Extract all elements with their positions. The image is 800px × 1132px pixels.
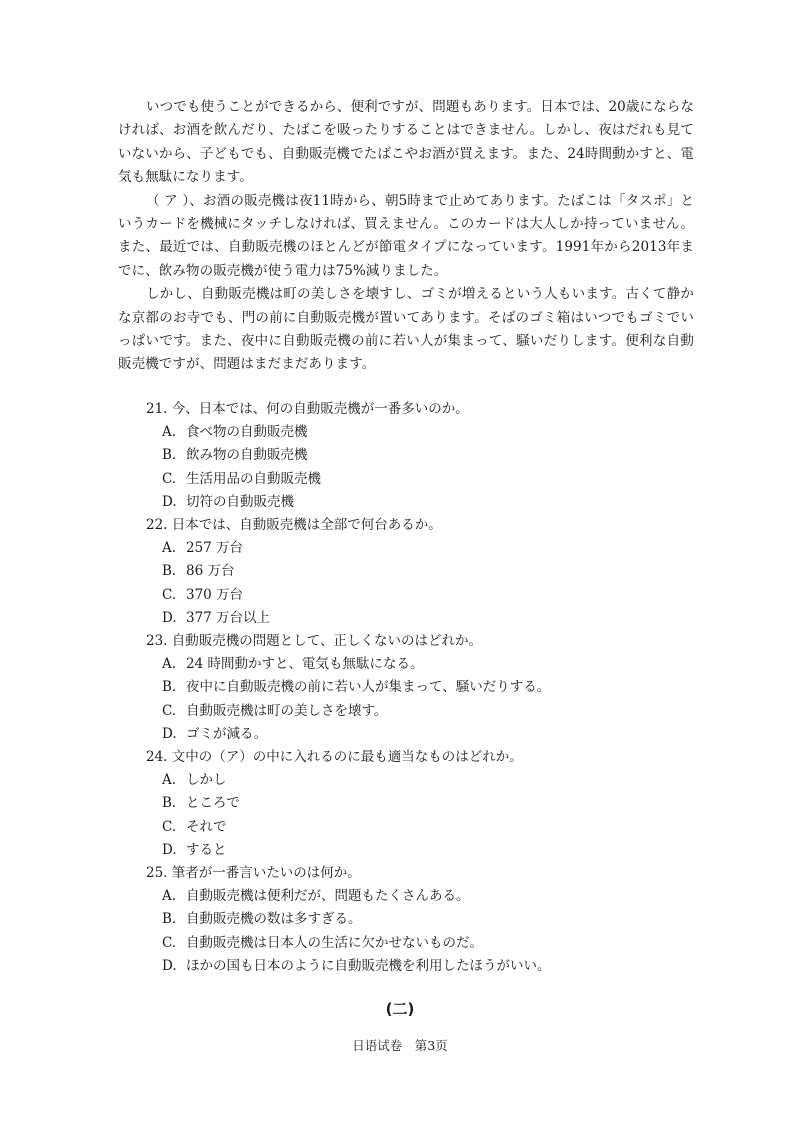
option-letter: C. <box>162 818 177 835</box>
question-stem: 24. 文中の（ア）の中に入れるのに最も適当なものはどれか。 <box>146 749 523 766</box>
option-letter: A. <box>162 424 177 441</box>
option-text: 24 時間動かすと、電気も無駄になる。 <box>186 656 424 673</box>
option-c <box>146 932 686 955</box>
option-text: 食べ物の自動販売機 <box>186 424 308 441</box>
option-text: 370 万台 <box>186 586 244 603</box>
option-letter: C. <box>162 470 177 487</box>
option-c <box>146 700 686 723</box>
section-title: (二) <box>385 1000 415 1018</box>
passage-paragraph-3: しかし、自動販売機は町の美しさを壊すし、ゴミが増えるという人もいます。古くて静かな京都のお寺でも、門の前に自動販売機が置いてあります。そばのゴミ箱はいつでもゴミでいっぱいです。また、夜中に自動販売機の前に若い人が集まって、騒いだりします。便利な自動販売機ですが、問題はまだまだあります。 <box>118 286 694 373</box>
option-letter: A. <box>162 772 177 789</box>
option-text: 夜中に自動販売機の前に若い人が集まって、騒いだりする。 <box>186 679 551 696</box>
option-text: 自動販売機の数は多すぎる。 <box>186 911 362 928</box>
option-letter: A. <box>162 656 177 673</box>
option-text: 自動販売機は便利だが、問題もたくさんある。 <box>186 888 470 905</box>
question-list <box>146 398 686 978</box>
option-text: それで <box>186 818 227 835</box>
question-22 <box>146 514 686 630</box>
passage-paragraph-1: いつでも使うことができるから、便利ですが、問題もあります。日本では、20歳にならなければ、お酒を飲んだり、たばこを吸ったりすることはできません。しかし、夜はだれも見ていないから、子どもでも、自動販売機でたばこやお酒が買えます。また、24時間動かすと、電気も無駄になります。 <box>118 99 694 186</box>
option-b <box>146 676 686 699</box>
option-c <box>146 468 686 491</box>
option-letter: B. <box>162 447 177 464</box>
option-text: 377 万台以上 <box>186 609 271 626</box>
option-text: 飲み物の自動販売機 <box>186 447 308 464</box>
option-letter: D. <box>162 493 177 510</box>
option-b <box>146 560 686 583</box>
option-letter: C. <box>162 586 177 603</box>
option-letter: A. <box>162 888 177 905</box>
option-letter: B. <box>162 795 177 812</box>
question-21 <box>146 398 686 514</box>
question-23 <box>146 630 686 746</box>
option-b <box>146 792 686 815</box>
passage-paragraph-2: （ ア ）、お酒の販売機は夜11時から、朝5時まで止めてあります。たばこは「タスポ」というカードを機械にタッチしなければ、買えません。このカードは大人しか持っていません。また、最近では、自動販売機のほとんどが節電タイプになっています。1991年から2013年までに、飲み物の販売機が使う電力は75%減りました。 <box>118 192 694 279</box>
option-a <box>146 769 686 792</box>
option-letter: B. <box>162 563 177 580</box>
option-text: しかし <box>186 772 227 789</box>
option-text: ほかの国も日本のように自動販売機を利用したほうがいい。 <box>186 957 551 974</box>
option-text: 自動販売機は町の美しさを壊す。 <box>186 702 388 719</box>
option-c <box>146 584 686 607</box>
option-b <box>146 908 686 931</box>
option-d <box>146 723 686 746</box>
question-24 <box>146 746 686 862</box>
option-text: 86 万台 <box>186 563 235 580</box>
option-letter: B. <box>162 679 177 696</box>
option-d <box>146 491 686 514</box>
option-c <box>146 816 686 839</box>
option-text: ところで <box>186 795 240 812</box>
question-stem: 22. 日本では、自動販売機は全部で何台あるか。 <box>146 517 442 534</box>
option-letter: D. <box>162 725 177 742</box>
option-a <box>146 421 686 444</box>
option-text: 自動販売機は日本人の生活に欠かせないものだ。 <box>186 934 483 951</box>
question-stem: 21. 今、日本では、何の自動販売機が一番多いのか。 <box>146 401 469 417</box>
question-stem: 23. 自動販売機の問題として、正しくないのはどれか。 <box>146 633 482 650</box>
option-text: すると <box>186 841 227 858</box>
option-letter: B. <box>162 911 177 928</box>
option-text: 257 万台 <box>186 540 244 557</box>
option-text: 切符の自動販売機 <box>186 493 294 510</box>
option-d <box>146 839 686 862</box>
option-d <box>146 607 686 630</box>
option-letter: D. <box>162 609 177 626</box>
option-a <box>146 653 686 676</box>
reading-passage <box>118 96 694 377</box>
question-25 <box>146 862 686 978</box>
option-text: ゴミが減る。 <box>186 725 267 742</box>
option-b <box>146 444 686 467</box>
option-a <box>146 885 686 908</box>
question-stem: 25. 筆者が一番言いたいのは何か。 <box>146 865 361 882</box>
option-letter: A. <box>162 540 177 557</box>
page-footer: 日语试卷 第3页 <box>352 1038 448 1053</box>
option-letter: D. <box>162 841 177 858</box>
option-letter: D. <box>162 957 177 974</box>
option-letter: C. <box>162 702 177 719</box>
option-a <box>146 537 686 560</box>
option-text: 生活用品の自動販売機 <box>186 470 321 487</box>
option-letter: C. <box>162 934 177 951</box>
option-d <box>146 955 686 978</box>
